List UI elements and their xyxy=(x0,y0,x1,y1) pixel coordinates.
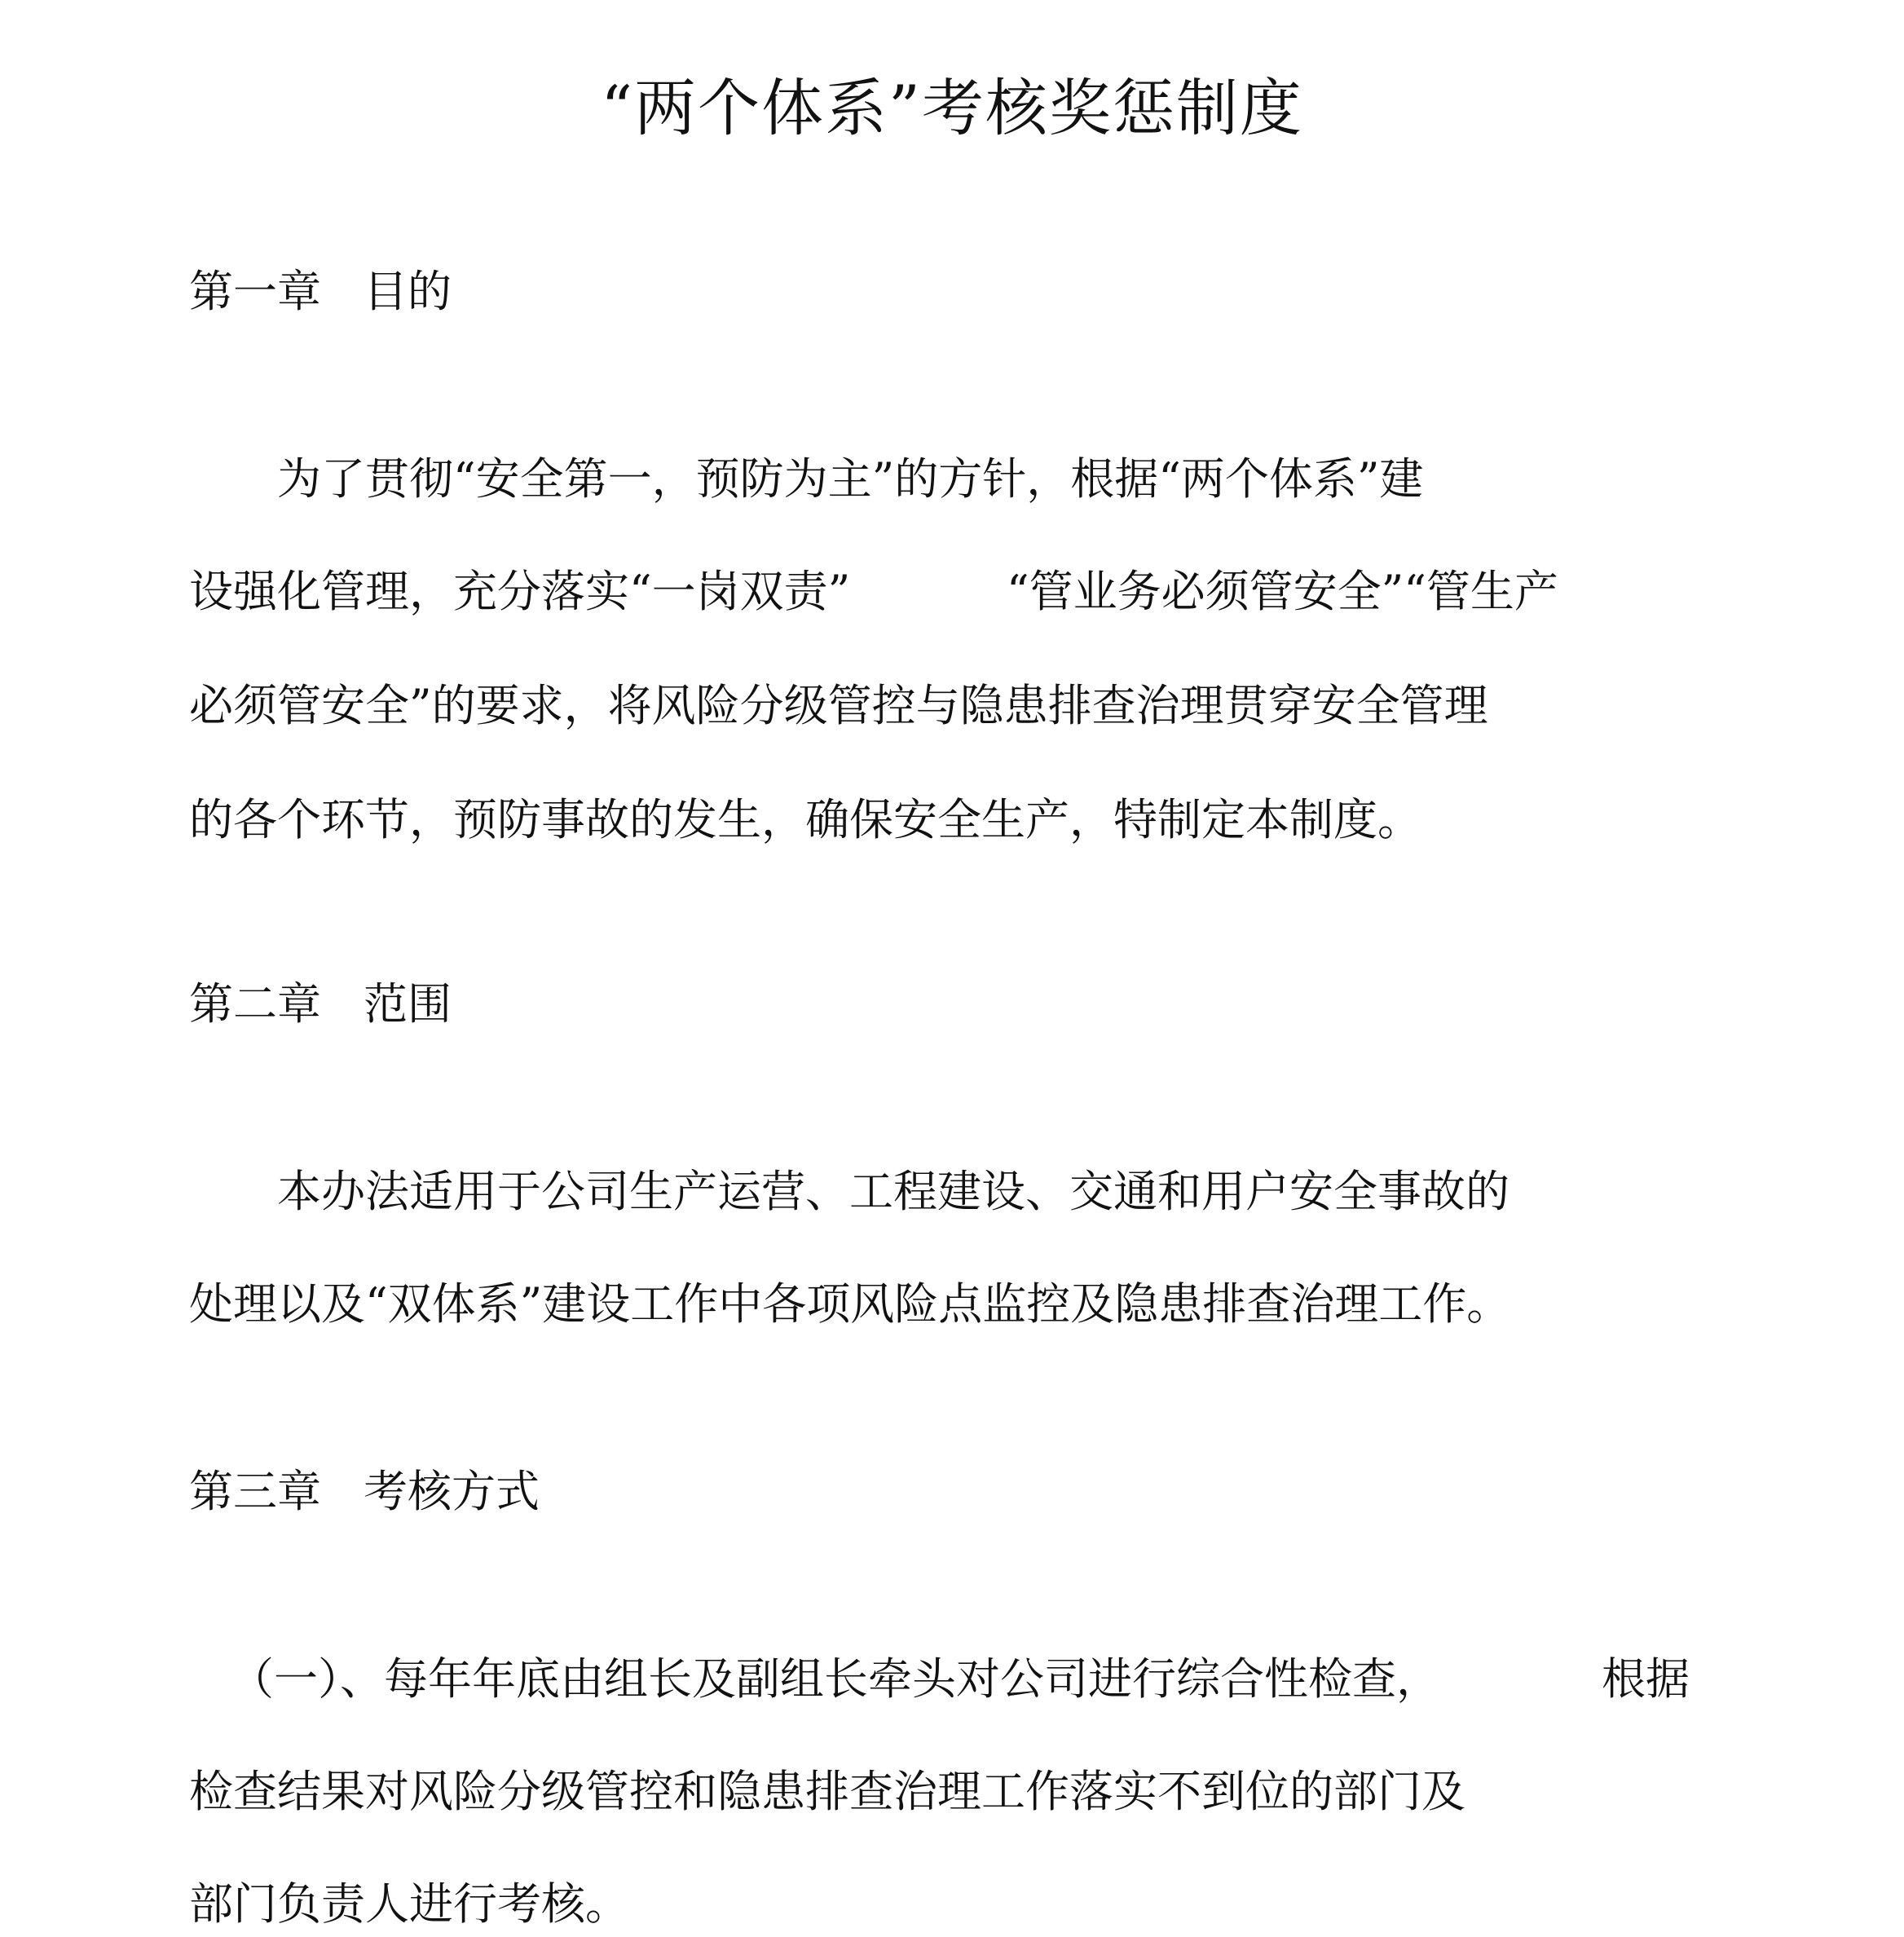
chapter-1-line-3: 必须管安全”的要求，将风险分级管控与隐患排查治理贯穿安全管理 xyxy=(189,680,1488,731)
chapter-1-heading xyxy=(189,259,452,324)
chapter-2-number: 第二章 xyxy=(189,978,321,1030)
chapter-3-heading xyxy=(189,1459,540,1524)
chapter-3-line-1a: （一）、每年年底由组长及副组长牵头对公司进行综合性检查， xyxy=(230,1653,1440,1705)
chapter-3-number: 第三章 xyxy=(189,1466,321,1517)
chapter-3-line-2: 检查结果对风险分级管控和隐患排查治理工作落实不到位的部门及 xyxy=(189,1766,1465,1817)
document-title: “两个体系”考核奖惩制度 xyxy=(601,72,1303,144)
chapter-2-line-2: 处理以及“双体系”建设工作中各项风险点监控及隐患排查治理工作。 xyxy=(189,1278,1511,1330)
chapter-1-line-1: 为了贯彻“安全第一，预防为主”的方针，根据“两个体系”建 xyxy=(277,453,1424,505)
chapter-1-title: 目的 xyxy=(364,266,452,317)
chapter-1-line-2b: “管业务必须管安全”“管生产 xyxy=(1007,566,1558,617)
chapter-2-line-1: 本办法适用于公司生产运营、工程建设、交通和用户安全事故的 xyxy=(277,1166,1510,1217)
chapter-3-line-1b: 根据 xyxy=(1602,1653,1690,1705)
chapter-3-line-3: 部门负责人进行考核。 xyxy=(189,1878,629,1930)
chapter-1-number: 第一章 xyxy=(189,266,321,317)
chapter-1-line-2a: 设强化管理，充分落实“一岗双责” xyxy=(189,566,851,617)
chapter-3-title: 考核方式 xyxy=(364,1466,540,1517)
chapter-2-title: 范围 xyxy=(364,978,452,1030)
chapter-1-line-4: 的各个环节，预防事故的发生，确保安全生产，特制定本制度。 xyxy=(189,794,1421,845)
chapter-2-heading xyxy=(189,972,452,1037)
